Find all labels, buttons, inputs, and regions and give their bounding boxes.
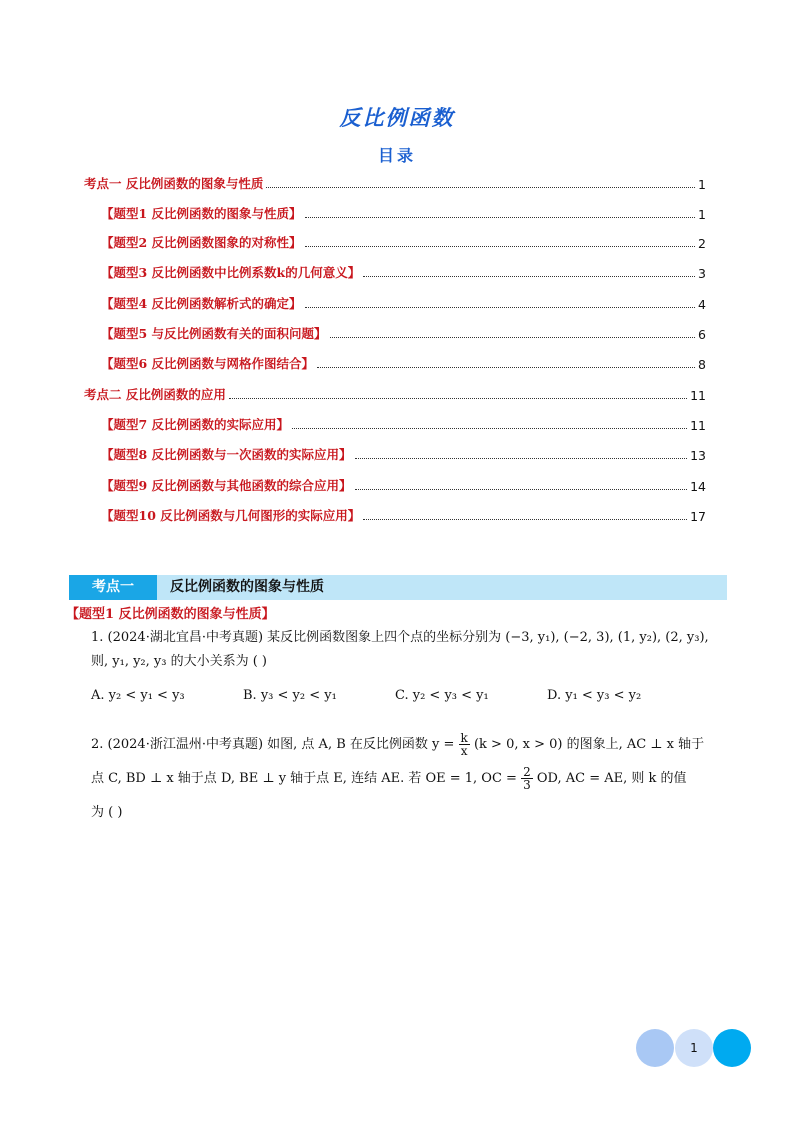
toc-entry-tixing-8[interactable]: 【题型8 反比例函数与一次函数的实际应用】 13 <box>101 447 706 463</box>
page-number: 1 <box>690 1041 698 1055</box>
question-type-heading: 【题型1 反比例函数的图象与性质】 <box>66 607 275 622</box>
question-1-line-2: 则, y₁, y₂, y₃ 的大小关系为 ( ) <box>91 654 268 669</box>
option-c: C. y₂ < y₃ < y₁ <box>395 688 489 703</box>
toc-entry-tixing-3[interactable]: 【题型3 反比例函数中比例系数k的几何意义】 3 <box>101 265 706 281</box>
section-title: 反比例函数的图象与性质 <box>170 579 324 595</box>
question-2-line-1: 2. (2024·浙江温州·中考真题) 如图, 点 A, B 在反比例函数 y = $\frac{k}{x}$ (k > 0, x > 0) 的图象上, AC ⊥ x 轴于 <box>91 731 705 758</box>
question-2 <box>91 728 731 830</box>
question-1-options <box>91 688 731 708</box>
question-1-line-1: 1. (2024·湖北宜昌·中考真题) 某反比例函数图象上四个点的坐标分别为 (−3, y₁), (−2, 3), (1, y₂), (2, y₃), <box>91 630 709 645</box>
section-header-bar <box>69 575 727 600</box>
decor-circle-left <box>636 1029 674 1067</box>
toc-entry-tixing-2[interactable]: 【题型2 反比例函数图象的对称性】 2 <box>101 235 706 251</box>
toc-entry-tixing-6[interactable]: 【题型6 反比例函数与网格作图结合】 8 <box>101 356 706 372</box>
decor-circle-right <box>713 1029 751 1067</box>
toc-entry-tixing-1[interactable]: 【题型1 反比例函数的图象与性质】 1 <box>101 206 706 222</box>
toc-entry-kaodian-1[interactable]: 考点一 反比例函数的图象与性质 1 <box>84 176 706 192</box>
option-b: B. y₃ < y₂ < y₁ <box>243 688 337 703</box>
toc-entry-tixing-9[interactable]: 【题型9 反比例函数与其他函数的综合应用】 14 <box>101 478 706 494</box>
question-2-line-2: 点 C, BD ⊥ x 轴于点 D, BE ⊥ y 轴于点 E, 连结 AE. 若 OE = 1, OC = $\frac{2}{3}$ OD, AC = AE, 则 k 的值 <box>91 765 687 792</box>
option-d: D. y₁ < y₃ < y₂ <box>547 688 642 703</box>
toc-entry-tixing-5[interactable]: 【题型5 与反比例函数有关的面积问题】 6 <box>101 326 706 342</box>
toc-entry-kaodian-2[interactable]: 考点二 反比例函数的应用 11 <box>84 387 706 403</box>
document-title: 反比例函数 <box>339 105 455 130</box>
toc-entry-tixing-7[interactable]: 【题型7 反比例函数的实际应用】 11 <box>101 417 706 433</box>
toc-heading: 目录 <box>377 146 416 165</box>
option-a: A. y₂ < y₁ < y₃ <box>91 688 185 703</box>
fraction-two-thirds: $\frac{2}{3}$ <box>523 765 531 792</box>
question-2-line-3: 为 ( ) <box>91 805 123 820</box>
page-number-badge <box>636 1029 751 1067</box>
toc-entry-tixing-4[interactable]: 【题型4 反比例函数解析式的确定】 4 <box>101 296 706 312</box>
toc-entry-tixing-10[interactable]: 【题型10 反比例函数与几何图形的实际应用】 17 <box>101 508 706 524</box>
question-1 <box>91 626 731 674</box>
section-tag: 考点一 <box>69 575 157 600</box>
fraction-k-over-x: $\frac{k}{x}$ <box>460 731 468 758</box>
